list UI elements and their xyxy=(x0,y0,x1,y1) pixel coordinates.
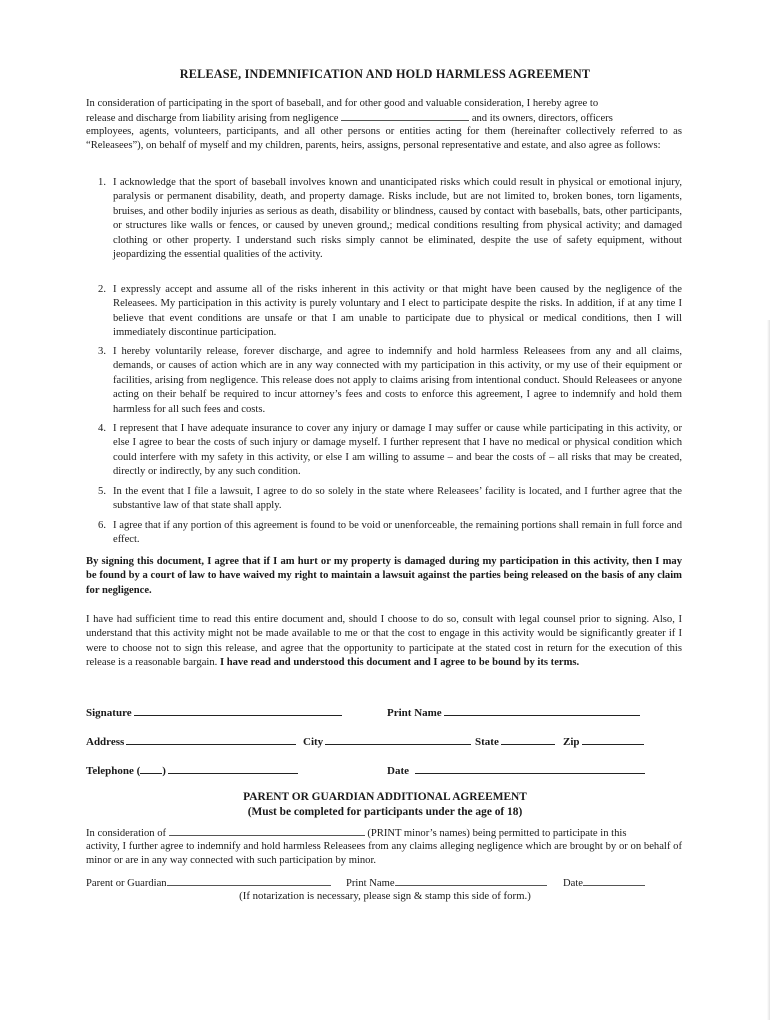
intro-line-2-start: release and discharge from liability arising from negligence xyxy=(86,113,339,124)
print-name-label: Print Name xyxy=(387,707,442,719)
parent-rest: activity, I further agree to indemnify and hold harmless Releasees from any claims alleging negligence which are brought by or on behalf of minor or are in any way connected with such participation by minor. xyxy=(86,841,682,867)
parent-line-1-start: In consideration of xyxy=(86,828,167,839)
item-3-number: 3. xyxy=(98,346,106,357)
telephone-line[interactable] xyxy=(168,763,298,774)
waiver-statement: By signing this document, I agree that if I am hurt or my property is damaged during my participation in this activity, then I may be found by a court of law to have waived my right to maintain a lawsuit against the parties being released on the basis of any claim for negligence. xyxy=(86,556,682,596)
address-field xyxy=(86,734,296,748)
state-line[interactable] xyxy=(501,734,555,745)
zip-label: Zip xyxy=(563,736,580,748)
item-3-text: I hereby voluntarily release, forever discharge, and agree to indemnify and hold harmless Releasees from any and all claims, demands, or causes of action which are in any way connected with my participation in this activity, or my use of their equipment or facilities, arising from negligence. This release does not apply to claims arising from intentional conduct. Should Releasees or anyone acting on their behalf be required to incur attorney’s fees and costs to enforce this agreement, I agree to indemnify and hold them harmless for all such fees and costs. xyxy=(113,346,682,415)
acknowledgment-text: I have had sufficient time to read this entire document and, should I choose to do so, consult with legal counsel prior to signing. Also, I understand that this activity might not be made available to me or that the cost to engage in this activity would be significantly greater if I were to choose not to sign this release, and agree that the opportunity to participate at the stated cost in return for the execution of this release is a reasonable bargain. xyxy=(86,614,682,669)
intro-rest: employees, agents, volunteers, participants, and all other persons or entities acting for them (hereinafter collectively referred to as “Releasees”), on behalf of myself and my children, parents, heirs, assigns, personal representative and estate, and also agree as follows: xyxy=(86,126,682,152)
item-1-text: I acknowledge that the sport of baseball involves known and unanticipated risks which could result in physical or emotional injury, paralysis or permanent disability, death, and property damage. Risks include, but are not limited to, broken bones, torn ligaments, bruises, and other bodily injuries as serious as death, disability or blindness, caused by contact with baseballs, bats, other participants, or structures like walls or fences, or caused by uneven ground,; medical conditions resulting from physical activity; and damaged clothing or other property. I understand such risks simply cannot be eliminated, despite the use of safety equipment, without jeopardizing the essential qualities of the activity. xyxy=(113,177,682,261)
negligence-blank[interactable] xyxy=(341,111,469,121)
telephone-paren-close: ) xyxy=(162,765,166,777)
date-field xyxy=(387,763,645,777)
city-label: City xyxy=(303,736,324,748)
address-line[interactable] xyxy=(126,734,296,745)
date-label: Date xyxy=(387,765,409,777)
guardian-label: Parent or Guardian xyxy=(86,878,167,889)
guardian-signature-line[interactable] xyxy=(167,876,331,886)
item-5-text: In the event that I file a lawsuit, I agree to do so solely in the state where Releasees’ facility is located, and I further agree that the substantive law of that state shall apply. xyxy=(113,486,682,512)
zip-line[interactable] xyxy=(582,734,644,745)
item-4-number: 4. xyxy=(98,423,106,434)
telephone-field xyxy=(86,763,298,777)
city-line[interactable] xyxy=(325,734,471,745)
item-4-text: I represent that I have adequate insurance to cover any injury or damage I may suffer or cause while participating in this activity, or else I agree to bear the costs of such injury or damage myself. I further represent that I have no medical or physical condition which could interfere with my safety in this activity, or else I am willing to assume – and bear the costs of – all risks that may be created, directly or indirectly, by any such condition. xyxy=(113,423,682,478)
notarization-note: (If notarization is necessary, please sign & stamp this side of form.) xyxy=(239,890,531,902)
city-field xyxy=(303,734,471,748)
intro-line-1: In consideration of participating in the sport of baseball, and for other good and valuable consideration, I hereby agree to xyxy=(86,98,599,109)
guardian-date-field xyxy=(563,876,645,889)
guardian-print-name-field xyxy=(346,876,547,889)
print-name-line[interactable] xyxy=(444,705,640,716)
item-5-number: 5. xyxy=(98,486,106,497)
guardian-date-line[interactable] xyxy=(583,876,645,886)
item-6-text: I agree that if any portion of this agreement is found to be void or unenforceable, the remaining portions shall remain in full force and effect. xyxy=(113,520,682,546)
telephone-label: Telephone ( xyxy=(86,765,141,777)
parent-agreement-heading: PARENT OR GUARDIAN ADDITIONAL AGREEMENT xyxy=(243,791,527,803)
item-6-number: 6. xyxy=(98,520,106,531)
signature-label: Signature xyxy=(86,707,132,719)
zip-field xyxy=(563,734,644,748)
minor-names-blank[interactable] xyxy=(169,826,365,836)
guardian-signature-field xyxy=(86,876,331,889)
signature-field xyxy=(86,705,342,719)
acknowledgment-bold: I have read and understood this document and I agree to be bound by its terms. xyxy=(219,657,580,669)
intro-line-2-end: and its owners, directors, officers xyxy=(471,113,613,124)
document-title: RELEASE, INDEMNIFICATION AND HOLD HARMLESS AGREEMENT xyxy=(179,67,591,81)
address-label: Address xyxy=(86,736,125,748)
guardian-print-name-label: Print Name xyxy=(346,878,395,889)
state-field xyxy=(475,734,555,748)
print-name-field xyxy=(387,705,640,719)
guardian-date-label: Date xyxy=(563,878,583,889)
guardian-print-name-line[interactable] xyxy=(395,876,547,886)
state-label: State xyxy=(475,736,499,748)
signature-line[interactable] xyxy=(134,705,342,716)
item-2-text: I expressly accept and assume all of the risks inherent in this activity or that might have been caused by the negligence of the Releasees. My participation in this activity is purely voluntary and I elect to participate despite the risks. In addition, if at any time I believe that event conditions are unsafe or that I am unable to participate due to physical or medical conditions, then I will immediately discontinue participation. xyxy=(113,284,682,339)
item-2-number: 2. xyxy=(98,284,106,295)
parent-line-1-end: (PRINT minor’s names) being permitted to participate in this xyxy=(367,828,627,839)
date-line[interactable] xyxy=(415,763,645,774)
area-code-line[interactable] xyxy=(140,763,162,774)
item-1-number: 1. xyxy=(98,177,106,188)
parent-agreement-subheading: (Must be completed for participants under the age of 18) xyxy=(247,806,523,818)
acknowledgment-paragraph xyxy=(86,613,682,671)
